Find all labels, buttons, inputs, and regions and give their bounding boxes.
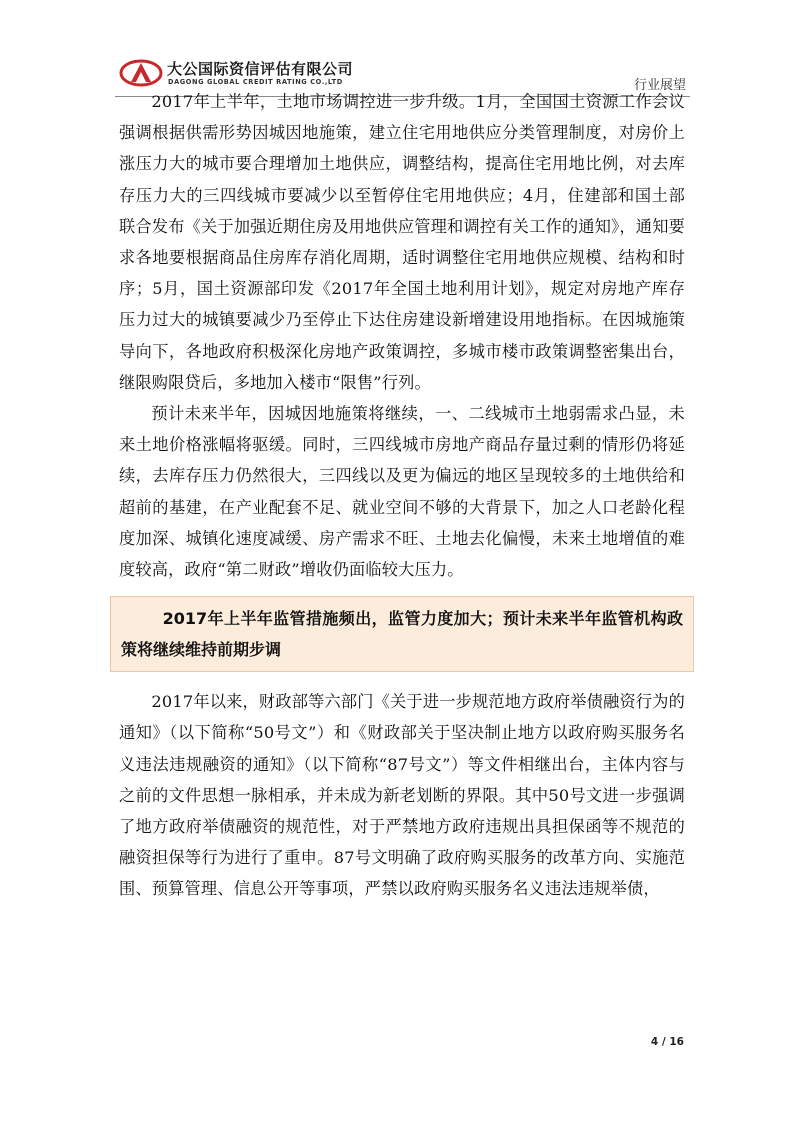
section-heading-box xyxy=(110,596,694,672)
paragraph-land-market: 2017年上半年，土地市场调控进一步升级。1月，全国国土资源工作会议强调根据供需形势因城因地施策，建立住宅用地供应分类管理制度，对房价上涨压力大的城市要合理增加土地供应，调整结构，提高住宅用地比例，对去库存压力大的三四线城市要减少以至暂停住宅用地供应；4月，住建部和国土部联合发布《关于加强近期住房及用地供应管理和调控有关工作的通知》，通知要求各地要根据商品住房库存消化周期，适时调整住宅用地供应规模、结构和时序；5月，国土资源部印发《2017年全国土地利用计划》，规定对房地产库存压力过大的城镇要减少乃至停止下达住房建设新增建设用地指标。在因城施策导向下，各地政府积极深化房地产政策调控，多城市楼市政策调整密集出台，继限购限贷后，多地加入楼市“限售”行列。 xyxy=(119,92,685,392)
section-heading: 2017年上半年监管措施频出，监管力度加大；预计未来半年监管机构政策将继续维持前期步调 xyxy=(121,609,683,660)
company-name-en: DAGONG GLOBAL CREDIT RATING CO.,LTD xyxy=(168,78,343,86)
company-name-cn: 大公国际资信评估有限公司 xyxy=(167,60,354,78)
section-label: 行业展望 xyxy=(633,78,686,93)
paragraph-regulation: 2017年以来，财政部等六部门《关于进一步规范地方政府举债融资行为的通知》（以下简称“50号文”）和《财政部关于坚决制止地方以政府购买服务名义违法违规融资的通知》（以下简称“87号文”）等文件相继出台，主体内容与之前的文件思想一脉相承，并未成为新老划断的界限。其中50号文进一步强调了地方政府举债融资的规范性，对于严禁地方政府违规出具担保函等不规范的融资担保等行为进行了重申。87号文明确了政府购买服务的改革方向、实施范围、预算管理、信息公开等事项，严禁以政府购买服务名义违法违规举债， xyxy=(119,692,686,899)
document-body xyxy=(119,86,685,905)
dagong-logo-icon xyxy=(119,58,163,88)
page-number: 4 / 16 xyxy=(650,1036,684,1048)
paragraph-outlook: 预计未来半年，因城因地施策将继续，一、二线城市土地弱需求凸显，未来土地价格涨幅将驱缓。同时，三四线城市房地产商品存量过剩的情形仍将延续，去库存压力仍然很大，三四线以及更为偏远的地区呈现较多的土地供给和超前的基建，在产业配套不足、就业空间不够的大背景下，加之人口老龄化程度加深、城镇化速度减缓、房产需求不旺、土地去化偏慢，未来土地增值的难度较高，政府“第二财政”增收仍面临较大压力。 xyxy=(119,404,685,580)
